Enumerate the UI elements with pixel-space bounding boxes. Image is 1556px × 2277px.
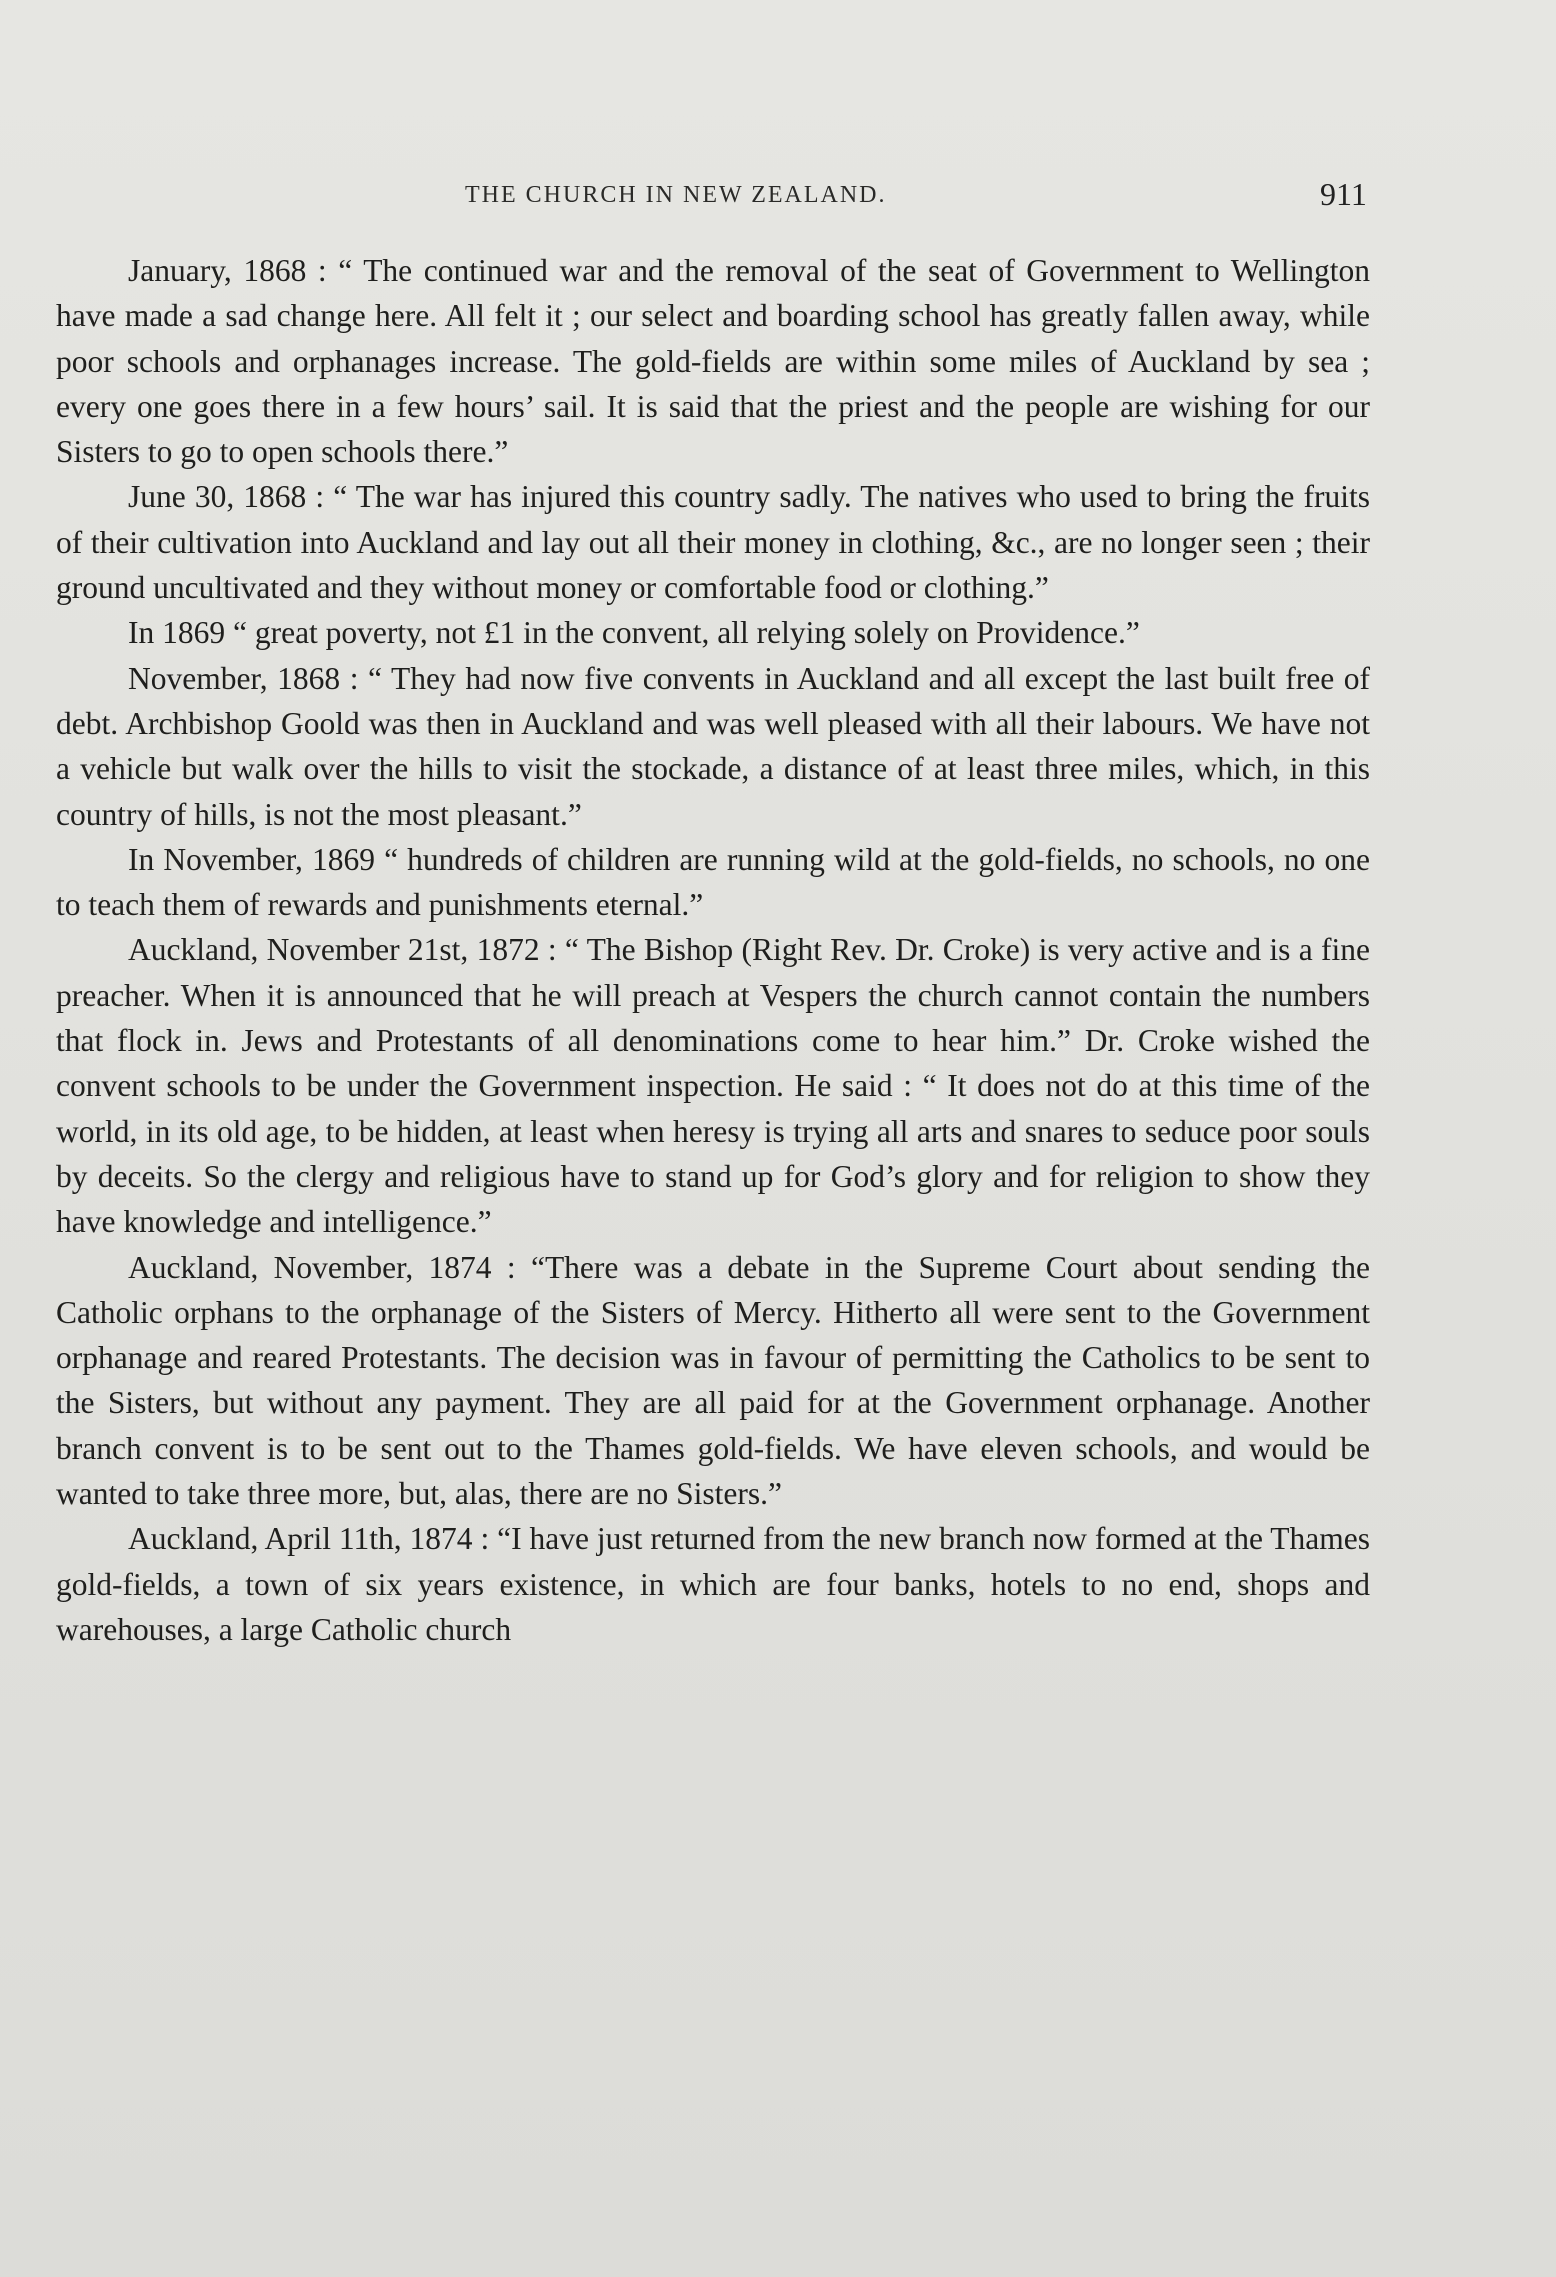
page-number: 911 (1320, 176, 1367, 212)
body-text (56, 248, 1370, 1652)
paragraph: June 30, 1868 : “ The war has injured this country sadly. The natives who used to bring the fruits of their cultivation into Auckland and lay out all their money in clothing, &c., are no longer seen ; their ground uncultivated and they without money or comfortable food or clothing.” (56, 479, 1370, 606)
paragraph: In 1869 “ great poverty, not £1 in the convent, all relying solely on Providence.” (128, 615, 1140, 651)
paragraph: Auckland, November, 1874 : “There was a debate in the Supreme Court about sending the Catholic orphans to the orphanage of the Sisters of Mercy. Hitherto all were sent to the Government orphanage and reared Protestants. The decision was in favour of permitting the Catholics to be sent to the Sisters, but without any payment. They are all paid for at the Government orphanage. Another branch convent is to be sent out to the Thames gold-fields. We have eleven schools, and would be wanted to take three more, but, alas, there are no Sisters.” (56, 1249, 1370, 1512)
paragraph: January, 1868 : “ The continued war and the removal of the seat of Government to Wellington have made a sad change here. All felt it ; our select and boarding school has greatly fallen away, while poor schools and orphanages increase. The gold-fields are within some miles of Auckland by sea ; every one goes there in a few hours’ sail. It is said that the priest and the people are wishing for our Sisters to go to open schools there.” (56, 253, 1370, 470)
running-head-title: THE CHURCH IN NEW ZEALAND. (465, 182, 887, 208)
paragraph: In November, 1869 “ hundreds of children are running wild at the gold-fields, no schools, no one to teach them of rewards and punishments eternal.” (56, 841, 1370, 923)
paragraph: November, 1868 : “ They had now five convents in Auckland and all except the last built free of debt. Archbishop Goold was then in Auckland and was well pleased with all their labours. We have not a vehicle but walk over the hills to visit the stockade, a distance of at least three miles, which, in this country of hills, is not the most pleasant.” (56, 660, 1370, 832)
paragraph: Auckland, November 21st, 1872 : “ The Bishop (Right Rev. Dr. Croke) is very active and is a fine preacher. When it is announced that he will preach at Vespers the church cannot contain the numbers that flock in. Jews and Protestants of all denominations come to hear him.” Dr. Croke wished the convent schools to be under the Government inspection. He said : “ It does not do at this time of the world, in its old age, to be hidden, at least when heresy is trying all arts and snares to seduce poor souls by deceits. So the clergy and religious have to stand up for God’s glory and for religion to show they have knowledge and intelligence.” (56, 932, 1370, 1240)
running-head (0, 176, 1556, 220)
paragraph: Auckland, April 11th, 1874 : “I have just returned from the new branch now formed at the Thames gold-fields, a town of six years existence, in which are four banks, hotels to no end, shops and warehouses, a large Catholic church (56, 1521, 1370, 1647)
